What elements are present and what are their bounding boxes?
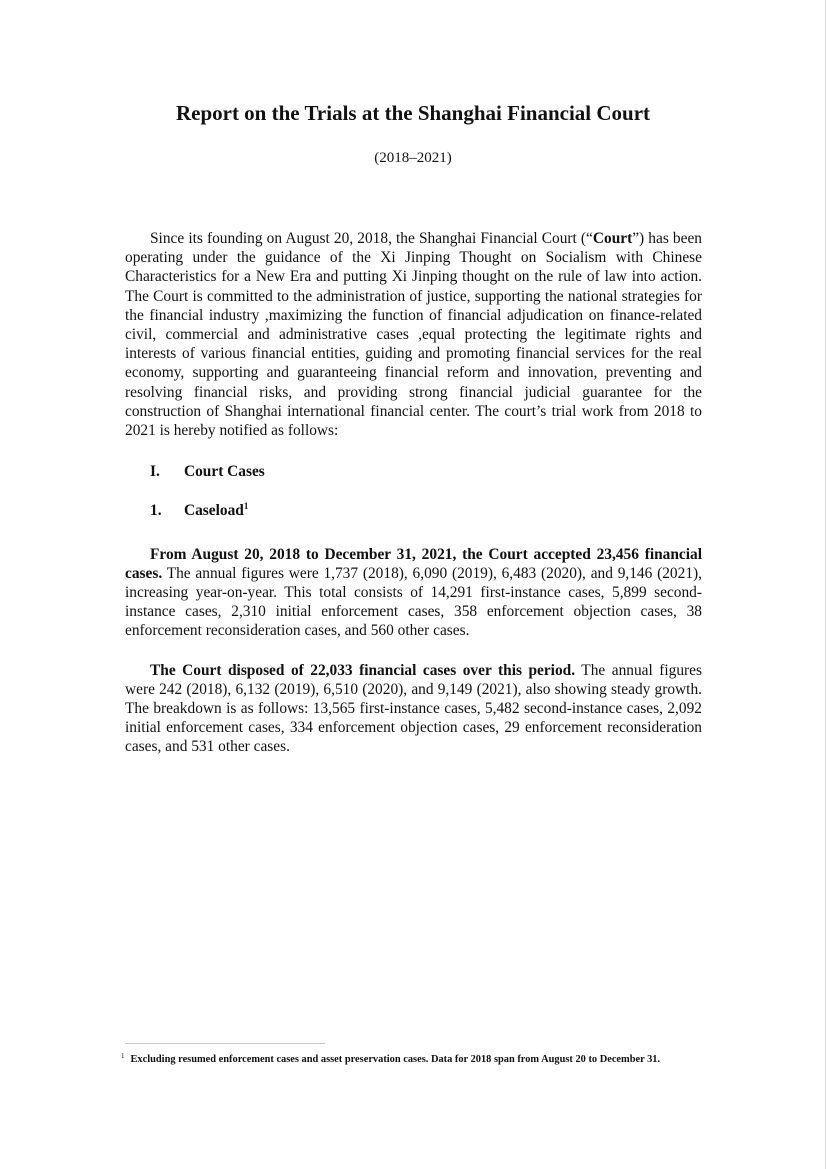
intro-defined-term: Court [592, 230, 633, 247]
section-heading [125, 462, 702, 481]
footnote-text: Excluding resumed enforcement cases and asset preservation cases. Data for 2018 span from August 20 to December 31. [130, 1054, 661, 1065]
document-body [125, 229, 702, 757]
section-title: Court Cases [184, 463, 265, 481]
intro-paragraph [125, 229, 702, 440]
accepted-cases-paragraph [125, 545, 702, 641]
accepted-cases-text: The annual figures were 1,737 (2018), 6,090 (2019), 6,483 (2020), and 9,146 (2021), increasing year-on-year. This total consists of 14,291 first-instance cases, 5,899 second-instance cases, 2,310 initial enforcement cases, 358 enforcement objection cases, 38 enforcement reconsideration cases, and 560 other cases. [125, 564, 702, 640]
document-subtitle: (2018–2021) [374, 150, 452, 166]
footnote-separator [125, 1043, 325, 1044]
document-title: Report on the Trials at the Shanghai Financial Court [175, 101, 651, 125]
intro-text-part2: ”) has been operating under the guidance of the Xi Jinping Thought on Socialism with Chinese Characteristics for a New Era and putting Xi Jinping thought on the rule of law into action. The Court is committed to the administration of justice, supporting the national strategies for the financial industry ,maximizing the function of financial adjudication on finance-related civil, commercial and administrative cases ,equal protecting the legitimate rights and interests of various financial entities, guiding and promoting financial services for the real economy, supporting and guaranteeing financial reform and innovation, preventing and resolving financial risks, and providing strong financial judicial guarantee for the construction of Shanghai international financial center. The court’s trial work from 2018 to 2021 is hereby notified as follows: [125, 230, 702, 440]
subsection-heading [125, 501, 702, 520]
disposed-cases-paragraph [125, 661, 702, 757]
disposed-cases-lead: The Court disposed of 22,033 financial cases over this period. [150, 661, 576, 679]
subsection-title: Caseload [184, 502, 244, 520]
footnote-marker: 1 [121, 1051, 125, 1060]
section-number: I. [150, 463, 160, 481]
disposed-cases-text: The annual figures were 242 (2018), 6,132 (2019), 6,510 (2020), and 9,149 (2021), also showing steady growth. The breakdown is as follows: 13,565 first-instance cases, 5,482 second-instance cases, 2,092 initial enforcement cases, 334 enforcement objection cases, 29 enforcement reconsideration cases, and 531 other cases. [125, 661, 702, 756]
footnote-reference[interactable]: 1 [243, 501, 249, 512]
intro-text-part1: Since its founding on August 20, 2018, the Shanghai Financial Court (“ [150, 230, 593, 247]
subsection-number: 1. [150, 502, 162, 520]
accepted-cases-lead: From August 20, 2018 to December 31, 2021, the Court accepted 23,456 financial cases. [125, 545, 702, 582]
footnote [121, 1053, 761, 1067]
